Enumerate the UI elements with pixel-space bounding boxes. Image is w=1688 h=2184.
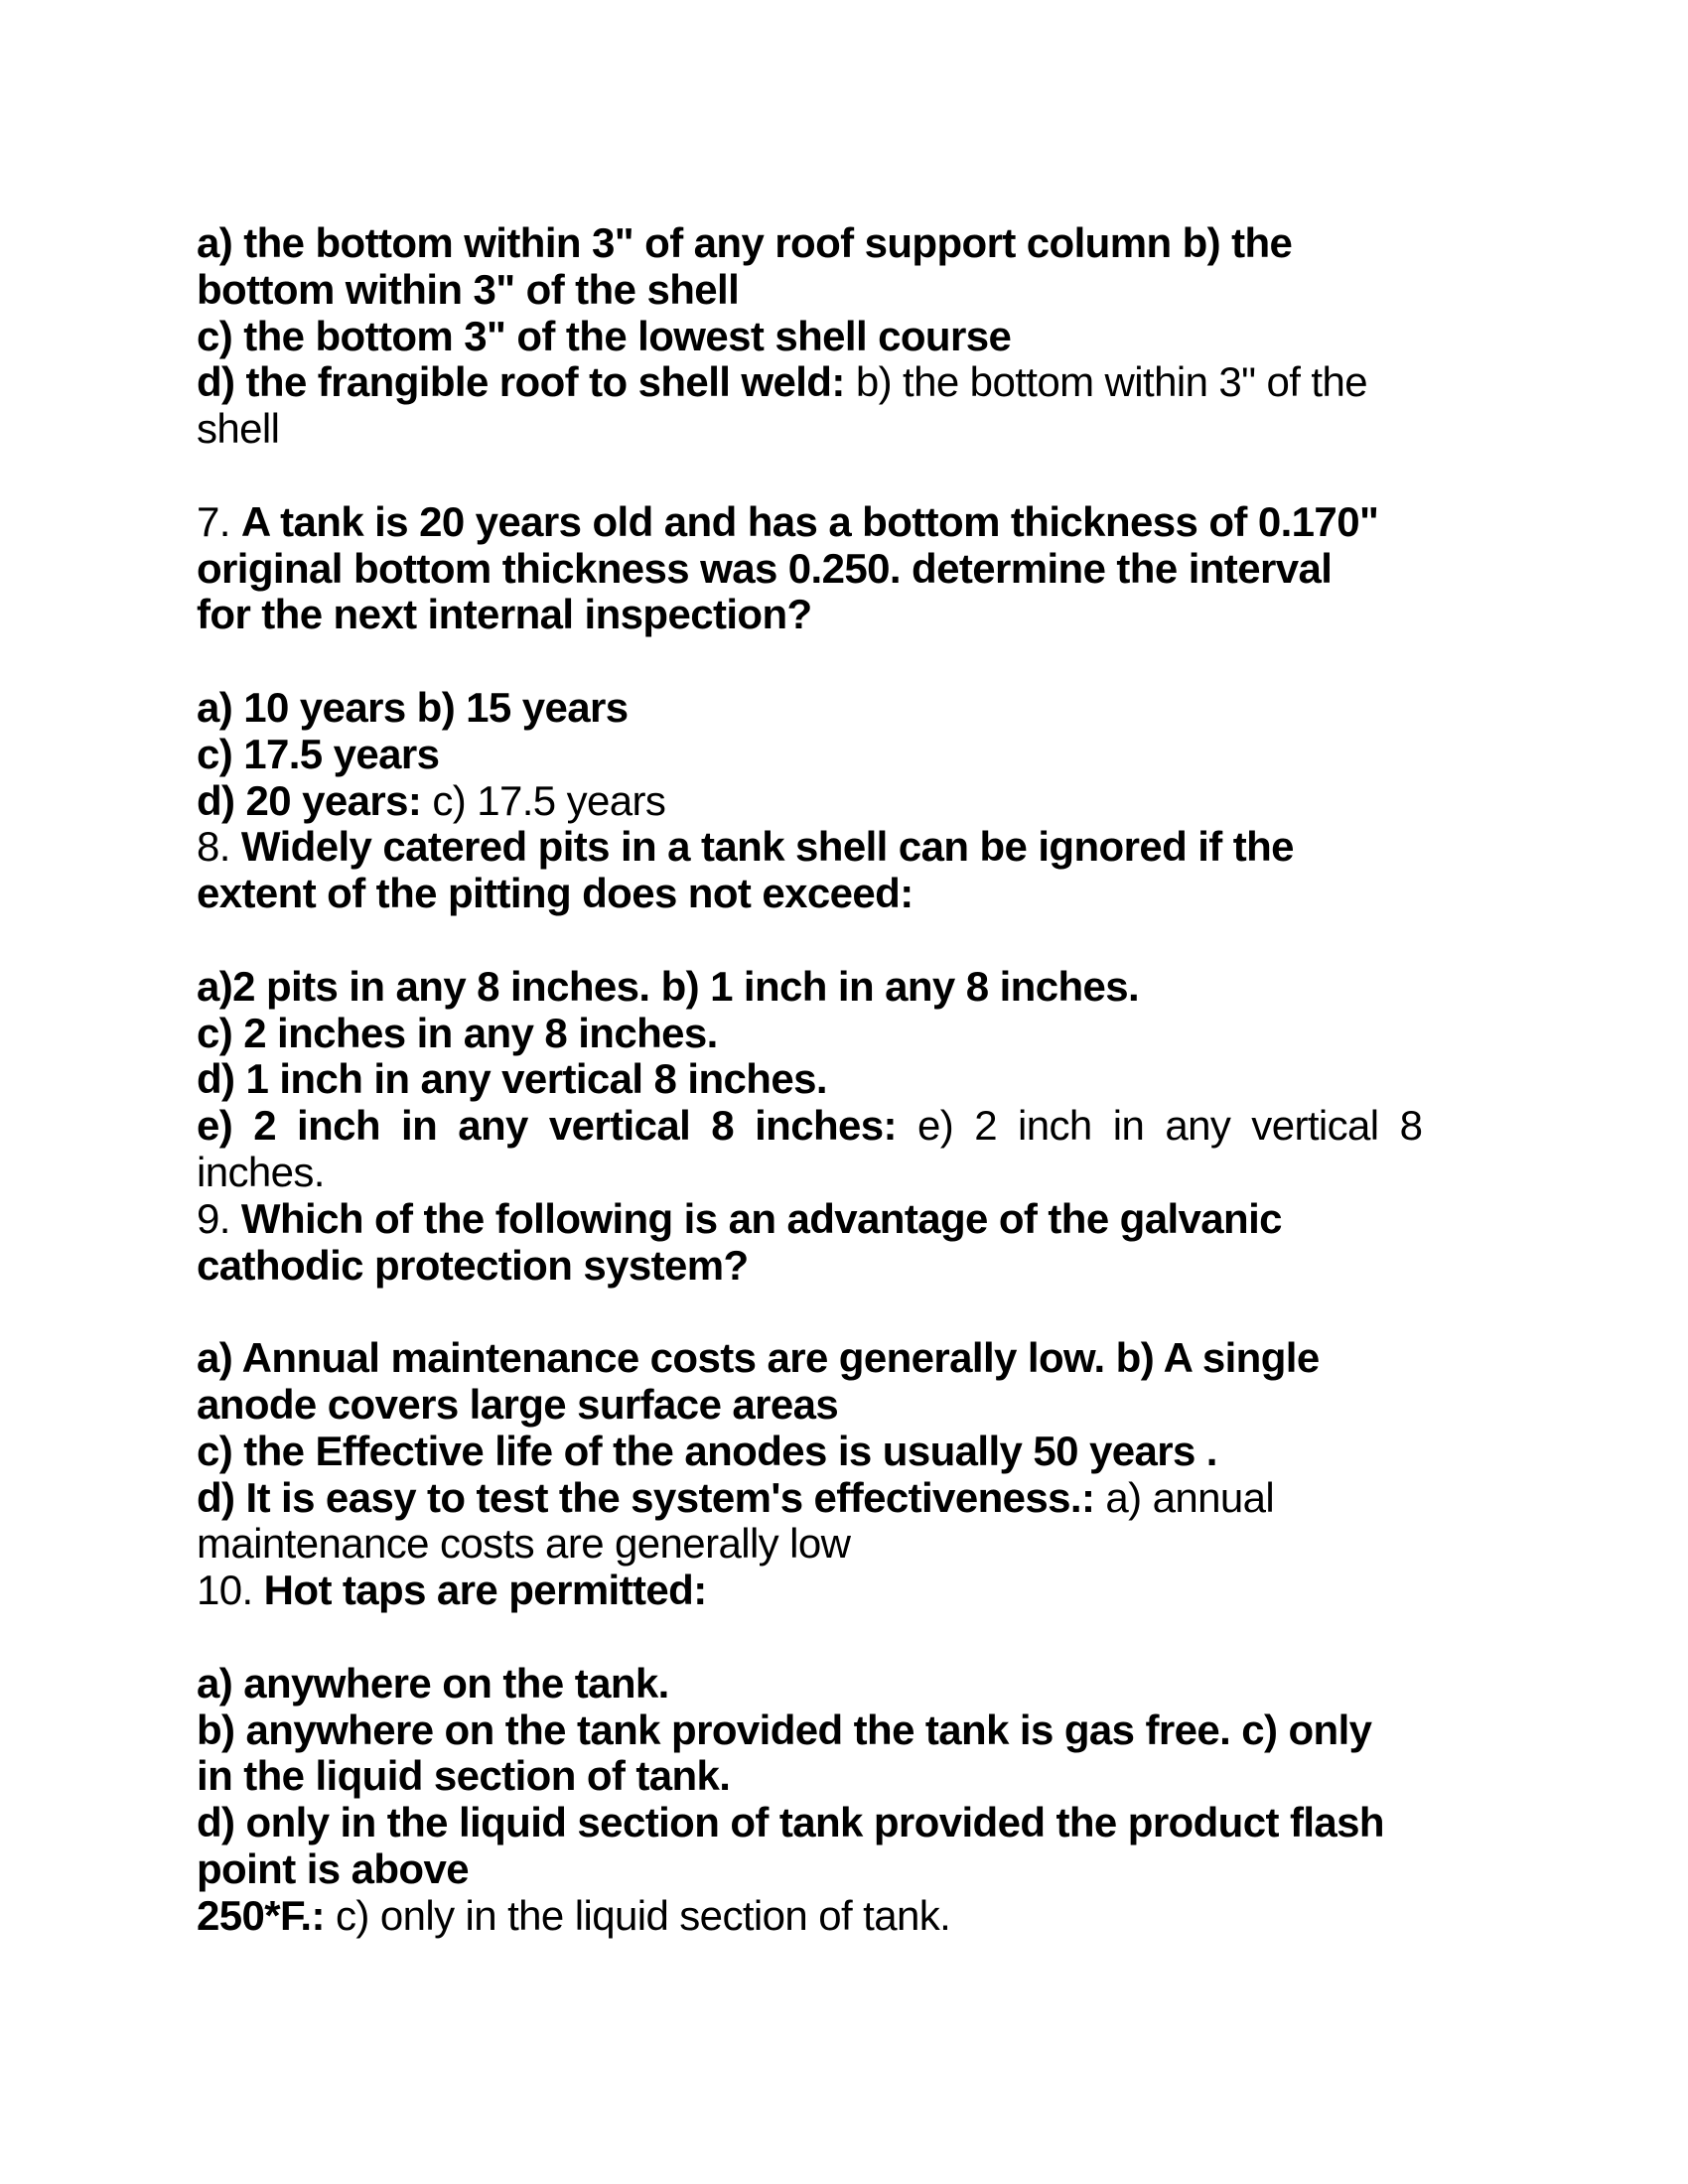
question-number: 7. xyxy=(197,497,241,545)
question-6-options xyxy=(197,220,1472,453)
question-text: extent of the pitting does not exceed: xyxy=(197,870,914,917)
option-line: d) only in the liquid section of tank provided the product flash xyxy=(197,1799,1384,1846)
option-line: a) Annual maintenance costs are generally low. b) A single xyxy=(197,1334,1320,1382)
option-line: a) the bottom within 3" of any roof support column b) the xyxy=(197,219,1293,266)
question-text: cathodic protection system? xyxy=(197,1241,749,1289)
option-line: anode covers large surface areas xyxy=(197,1380,839,1428)
question-number: 8. xyxy=(197,823,241,871)
question-text: for the next internal inspection? xyxy=(197,591,812,638)
option-line: c) 2 inches in any 8 inches. xyxy=(197,1009,718,1056)
option-with-answer xyxy=(197,1893,1472,1940)
option-line: bottom within 3" of the shell xyxy=(197,265,740,313)
spacer xyxy=(197,453,1472,499)
answer-text: b) the bottom within 3" of the xyxy=(844,358,1368,406)
option-line: a) 10 years b) 15 years xyxy=(197,683,629,731)
option-line: c) the Effective life of the anodes is usually 50 years . xyxy=(197,1427,1217,1474)
option-with-answer xyxy=(197,359,1472,406)
question-line xyxy=(197,1568,1472,1614)
question-number: 10. xyxy=(197,1567,264,1614)
spacer xyxy=(197,638,1472,685)
question-text: Hot taps are permitted: xyxy=(263,1567,707,1614)
question-line xyxy=(197,1196,1472,1243)
question-line xyxy=(197,824,1472,871)
answer-text: c) 17.5 years xyxy=(421,776,666,824)
option-line: in the liquid section of tank. xyxy=(197,1752,731,1800)
question-10 xyxy=(197,1568,1472,1939)
question-text: Which of the following is an advantage of the galvanic xyxy=(240,1194,1282,1242)
option-with-answer xyxy=(197,1103,1472,1150)
question-7 xyxy=(197,499,1472,825)
option-line: b) anywhere on the tank provided the tank is gas free. c) only xyxy=(197,1706,1372,1753)
answer-text: inches. xyxy=(197,1148,325,1195)
spacer xyxy=(197,1289,1472,1335)
document-page xyxy=(197,220,1472,1939)
option-text: d) 20 years: xyxy=(197,776,422,824)
option-text: 250*F.: xyxy=(197,1891,325,1939)
option-text: e) 2 inch in any vertical 8 inches: xyxy=(197,1102,897,1150)
option-text: d) the frangible roof to shell weld: xyxy=(197,358,845,406)
option-line: c) 17.5 years xyxy=(197,730,440,777)
question-line xyxy=(197,499,1472,546)
option-line: a)2 pits in any 8 inches. b) 1 inch in any 8 inches. xyxy=(197,962,1140,1010)
answer-text: e) 2 inch in any vertical 8 xyxy=(896,1102,1423,1150)
question-9 xyxy=(197,1196,1472,1568)
question-text: A tank is 20 years old and has a bottom thickness of 0.170" xyxy=(240,497,1379,545)
question-text: original bottom thickness was 0.250. determine the interval xyxy=(197,544,1333,592)
answer-text: a) annual xyxy=(1094,1473,1275,1521)
option-line: c) the bottom 3" of the lowest shell course xyxy=(197,312,1012,359)
spacer xyxy=(197,917,1472,964)
option-line: point is above xyxy=(197,1844,469,1892)
question-text: Widely catered pits in a tank shell can be ignored if the xyxy=(240,823,1294,871)
question-8 xyxy=(197,824,1472,1195)
answer-text: maintenance costs are generally low xyxy=(197,1520,851,1568)
option-with-answer xyxy=(197,778,1472,825)
option-with-answer xyxy=(197,1475,1472,1522)
answer-text: shell xyxy=(197,405,280,453)
question-number: 9. xyxy=(197,1194,241,1242)
spacer xyxy=(197,1614,1472,1661)
option-line: d) 1 inch in any vertical 8 inches. xyxy=(197,1055,827,1103)
option-line: a) anywhere on the tank. xyxy=(197,1659,669,1706)
answer-text: c) only in the liquid section of tank. xyxy=(324,1891,951,1939)
option-text: d) It is easy to test the system's effectiveness.: xyxy=(197,1473,1095,1521)
